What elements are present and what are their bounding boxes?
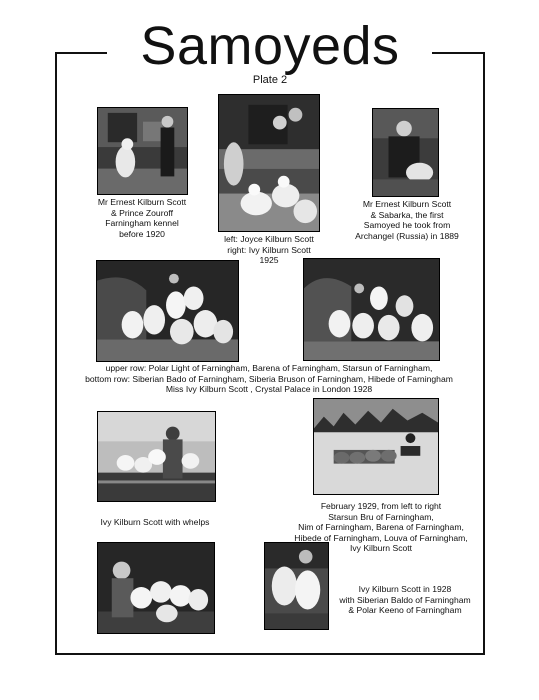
- caption-ernest-sabarka: [340, 199, 474, 241]
- caption-line: & Polar Keeno of Farningham: [348, 605, 462, 616]
- caption-line: & Prince Zouroff: [111, 207, 173, 218]
- caption-line: right: Ivy Kilburn Scott: [227, 244, 311, 255]
- caption-ivy-1928-two-samoyeds: [330, 584, 480, 616]
- frame-top-left-line: [55, 52, 107, 54]
- photo-crystal-palace-left: [96, 260, 239, 362]
- caption-line: Ivy Kilburn Scott with whelps: [100, 517, 210, 527]
- caption-line: Mr Ernest Kilburn Scott: [97, 197, 187, 207]
- caption-line: Ivy Kilburn Scott: [349, 543, 413, 554]
- caption-line: left: Joyce Kilburn Scott: [224, 234, 314, 244]
- photo-joyce-ivy-1925: [218, 94, 320, 232]
- caption-ernest-prince-zouroff: [72, 197, 212, 239]
- frame-top-right-line: [432, 52, 485, 54]
- caption-line: Starsun Bru of Farningham,: [328, 511, 434, 522]
- caption-line: before 1920: [119, 228, 165, 239]
- caption-line: Archangel (Russia) in 1889: [355, 230, 459, 241]
- caption-line: bottom row: Siberian Bado of Farningham, Siberia Bruson of Farningham, Hibede of Farningham: [85, 373, 453, 384]
- caption-line: Hibede of Farningham, Louva of Farningham,: [294, 532, 468, 543]
- caption-line: February 1929, from left to right: [320, 501, 442, 511]
- photo-ivy-with-puppies: [97, 542, 215, 634]
- caption-line: Mr Ernest Kilburn Scott: [362, 199, 452, 209]
- plate-label: Plate 2: [252, 74, 288, 86]
- photo-sledge-team-1929: [313, 398, 439, 495]
- caption-line: Miss Ivy Kilburn Scott , Crystal Palace in London 1928: [165, 384, 373, 395]
- page-title: Samoyeds: [110, 14, 430, 78]
- photo-ivy-1928-two-samoyeds: [264, 542, 329, 630]
- caption-line: Farningham kennel: [105, 218, 179, 229]
- caption-crystal-palace: [70, 363, 468, 395]
- caption-ivy-with-whelps: [80, 517, 230, 528]
- photo-ernest-prince-zouroff: [97, 107, 188, 195]
- caption-line: Nim of Farningham, Barena of Farningham,: [298, 522, 464, 533]
- caption-line: Ivy Kilburn Scott in 1928: [358, 584, 452, 594]
- caption-line: Samoyed he took from: [363, 220, 451, 231]
- photo-ivy-with-whelps: [97, 411, 216, 502]
- caption-line: with Siberian Baldo of Farningham: [339, 594, 471, 605]
- caption-line: upper row: Polar Light of Farningham, Barena of Farningham, Starsun of Farningham,: [105, 363, 433, 373]
- caption-line: & Sabarka, the first: [370, 209, 444, 220]
- caption-line: 1925: [259, 255, 279, 266]
- photo-crystal-palace-right: [303, 258, 440, 361]
- photo-ernest-sabarka: [372, 108, 439, 197]
